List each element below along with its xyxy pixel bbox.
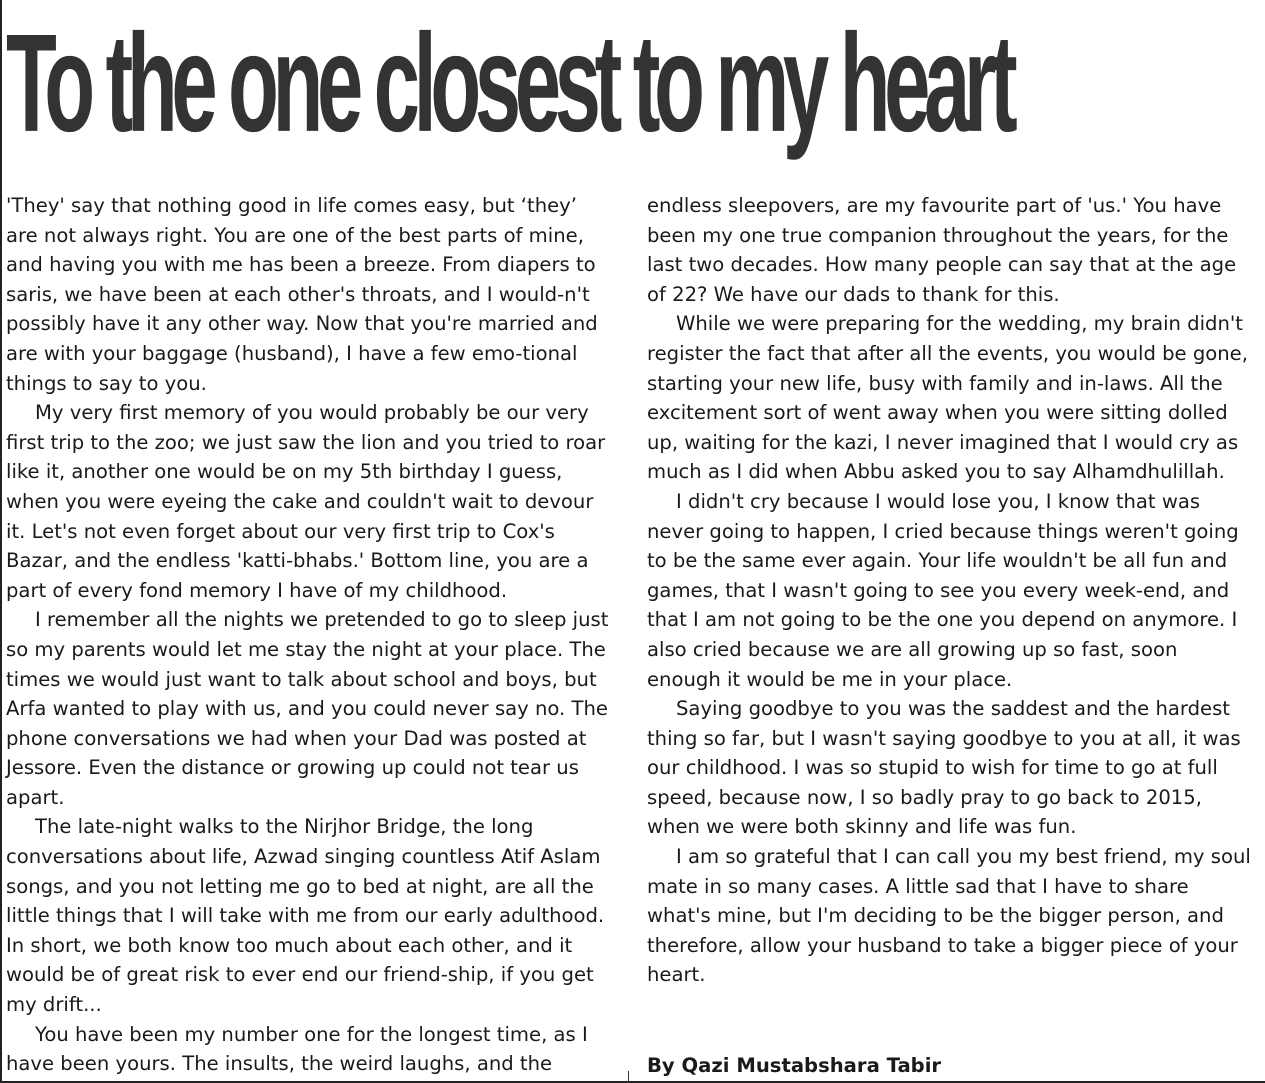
author-byline: By Qazi Mustabshara Tabir xyxy=(647,1054,942,1077)
paragraph: While we were preparing for the wedding, my brain didn't register the fact that after all the events, you would be gone, starting your new life, busy with family and in-laws. All the excitement sort of went away when you were sitting dolled up, waiting for the kazi, I never imagined that I would cry as much as I did when Abbu asked you to say Alhamdhulillah. xyxy=(647,312,1248,484)
paragraph: You have been my number one for the longest time, as I have been yours. The insults, the weird laughs, and the xyxy=(6,1022,588,1076)
article-headline: To the one closest to my heart xyxy=(6,5,1012,162)
paragraph: My very first memory of you would probably be our very first trip to the zoo; we just saw the lion and you tried to roar like it, another one would be on my 5th birthday I guess, when you were eyeing the cake and couldn't wait to devour it. Let's not even forget about our very first trip to Cox's Bazar, and the endless 'katti-bhabs.' Bottom line, you are a part of every fond memory I have of my childhood. xyxy=(6,401,606,602)
paragraph: 'They' say that nothing good in life comes easy, but ‘they’ are not always right. You are one of the best parts of mine, and having you with me has been a breeze. From diapers to saris, we have been at each other's throats, and I would-n't possibly have it any other way. Now that you're married and are with your baggage (husband), I have a few emo-tional things to say to you. xyxy=(6,194,598,395)
paragraph: I didn't cry because I would lose you, I know that was never going to happen, I cried because things weren't going to be the same ever again. Your life wouldn't be all fun and games, that I wasn't going to see you every week-end, and that I am not going to be the one you depend on anymore. I also cried because we are all growing up so fast, soon enough it would be me in your place. xyxy=(647,489,1239,691)
paragraph: I am so grateful that I can call you my best friend, my soul mate in so many cases. A little sad that I have to share what's mine, but I'm deciding to be the bigger person, and therefore, allow your husband to take a bigger piece of your heart. xyxy=(647,845,1251,987)
article-column-right xyxy=(647,191,1252,990)
paragraph: Saying goodbye to you was the saddest and the hardest thing so far, but I wasn't saying goodbye to you at all, it was our childhood. I was so stupid to wish for time to go at full speed, because now, I so badly pray to go back to 2015, when we were both skinny and life was fun. xyxy=(647,697,1241,839)
paragraph: The late-night walks to the Nirjhor Bridge, the long conversations about life, Azwad singing countless Atif Aslam songs, and you not letting me go to bed at night, are all the little things that I will take with me from our early adulthood. In short, we both know too much about each other, and it would be of great risk to ever end our friend-ship, if you get my drift... xyxy=(6,815,605,1017)
paragraph: I remember all the nights we pretended to go to sleep just so my parents would let me stay the night at your place. The times we would just want to talk about school and boys, but Arfa wanted to play with us, and you could never say no. The phone conversations we had when your Dad was posted at Jessore. Even the distance or growing up could not tear us apart. xyxy=(6,608,609,809)
paragraph: endless sleepovers, are my favourite part of 'us.' You have been my one true companion throughout the years, for the last two decades. How many people can say that at the age of 22? We have our dads to thank for this. xyxy=(647,194,1237,306)
column-divider xyxy=(628,1071,629,1081)
article-column-left xyxy=(6,191,610,1079)
